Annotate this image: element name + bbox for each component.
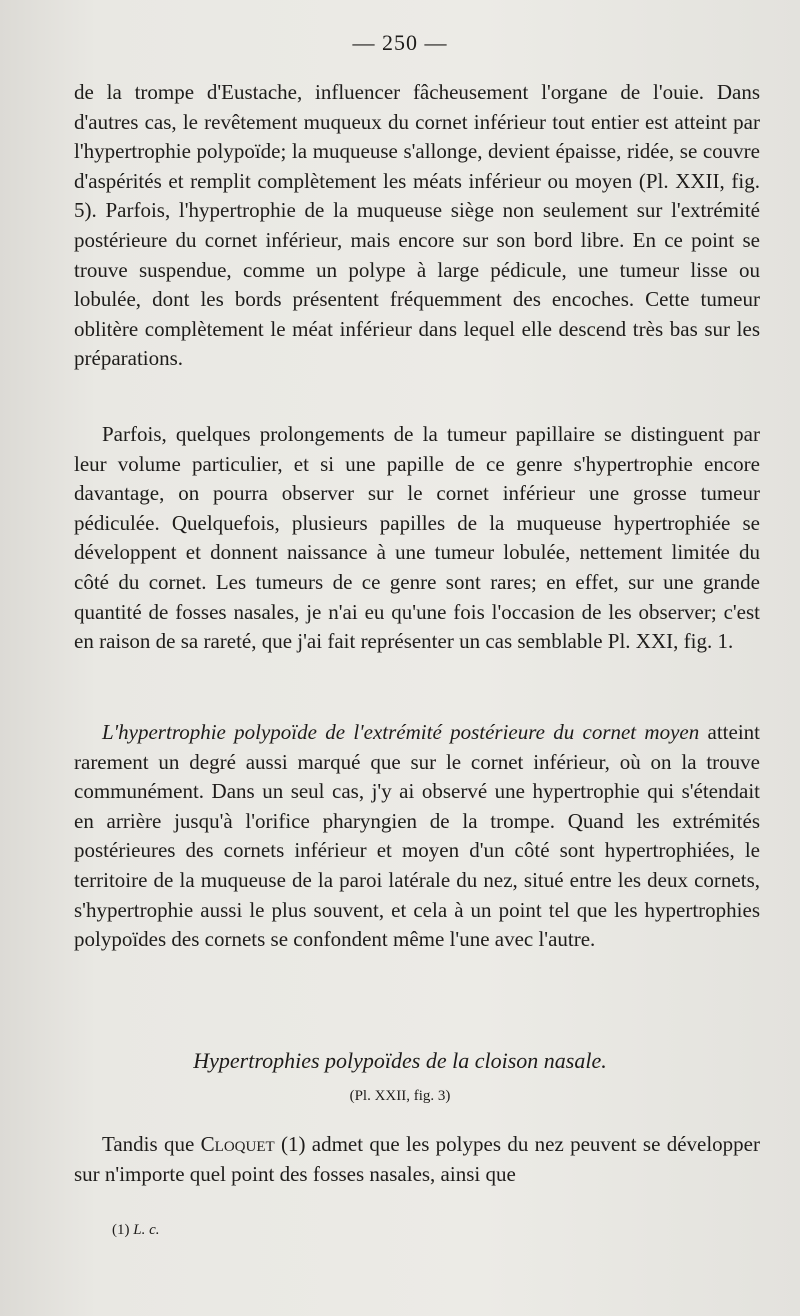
paragraph-4-start: Tandis que [102, 1132, 201, 1156]
footnote-marker: (1) [112, 1222, 130, 1238]
paragraph-3-text: atteint rarement un degré aussi marqué que sur le cornet inférieur, où on la trouve communément. Dans un seul cas, j'y ai observé une hypertrophie qui s'étendait en arrière jusqu'à l'orifice pharyngien de la trompe. Quand les extrémités postérieures des cornets inférieur et moyen d'un côté sont hypertrophiées, le territoire de la muqueuse de la paroi latérale du nez, situé entre les deux cornets, s'hypertrophie aussi le plus souvent, et cela à un point tel que les hypertrophies polypoïdes des cornets se confondent même l'une avec l'autre. [74, 720, 760, 952]
section-plate-reference: (Pl. XXII, fig. 3) [349, 1088, 451, 1104]
author-name: Cloquet [200, 1132, 275, 1156]
paragraph-4-text: (1) admet que les polypes du nez peuvent se développer sur n'importe quel point des fosses nasales, ainsi que [74, 1132, 760, 1186]
section-heading: Hypertrophies polypoïdes de la cloison nasale. [193, 1048, 607, 1073]
footnote [112, 1222, 160, 1239]
paragraph-1 [74, 78, 760, 374]
paragraph-3-italic-lead: L'hypertrophie polypoïde de l'extrémité postérieure du cornet moyen [102, 720, 700, 744]
page-number: — 250 — [352, 30, 448, 55]
paragraph-2-text: Parfois, quelques prolongements de la tumeur papillaire se distinguent par leur volume particulier, et si une papille de ce genre s'hypertrophie encore davantage, on pourra observer sur le cornet inférieur une grosse tumeur pédiculée. Quelquefois, plusieurs papilles de la muqueuse hypertrophiée se développent et donnent naissance à une tumeur lobulée, nettement limitée du côté du cornet. Les tumeurs de ce genre sont rares; en effet, sur une grande quantité de fosses nasales, je n'ai eu qu'une fois l'occasion de les observer; c'est en raison de sa rareté, que j'ai fait représenter un cas semblable Pl. XXI, fig. 1. [74, 422, 760, 654]
paragraph-3 [74, 718, 760, 955]
paragraph-2 [74, 420, 760, 657]
footnote-text: L. c. [133, 1222, 160, 1238]
paragraph-1-text: de la trompe d'Eustache, influencer fâcheusement l'organe de l'ouie. Dans d'autres cas, le revêtement muqueux du cornet inférieur tout entier est atteint par l'hypertrophie polypoïde; la muqueuse s'allonge, devient épaisse, ridée, se couvre d'aspérités et remplit complètement les méats inférieur ou moyen (Pl. XXII, fig. 5). Parfois, l'hypertrophie de la muqueuse siège non seulement sur l'extrémité postérieure du cornet inférieur, mais encore sur son bord libre. En ce point se trouve suspendue, comme un polype à large pédicule, une tumeur lisse ou lobulée, dont les bords présentent fréquemment des encoches. Cette tumeur oblitère complètement le méat inférieur dans lequel elle descend très bas sur les préparations. [74, 80, 760, 371]
paragraph-4 [74, 1130, 760, 1189]
